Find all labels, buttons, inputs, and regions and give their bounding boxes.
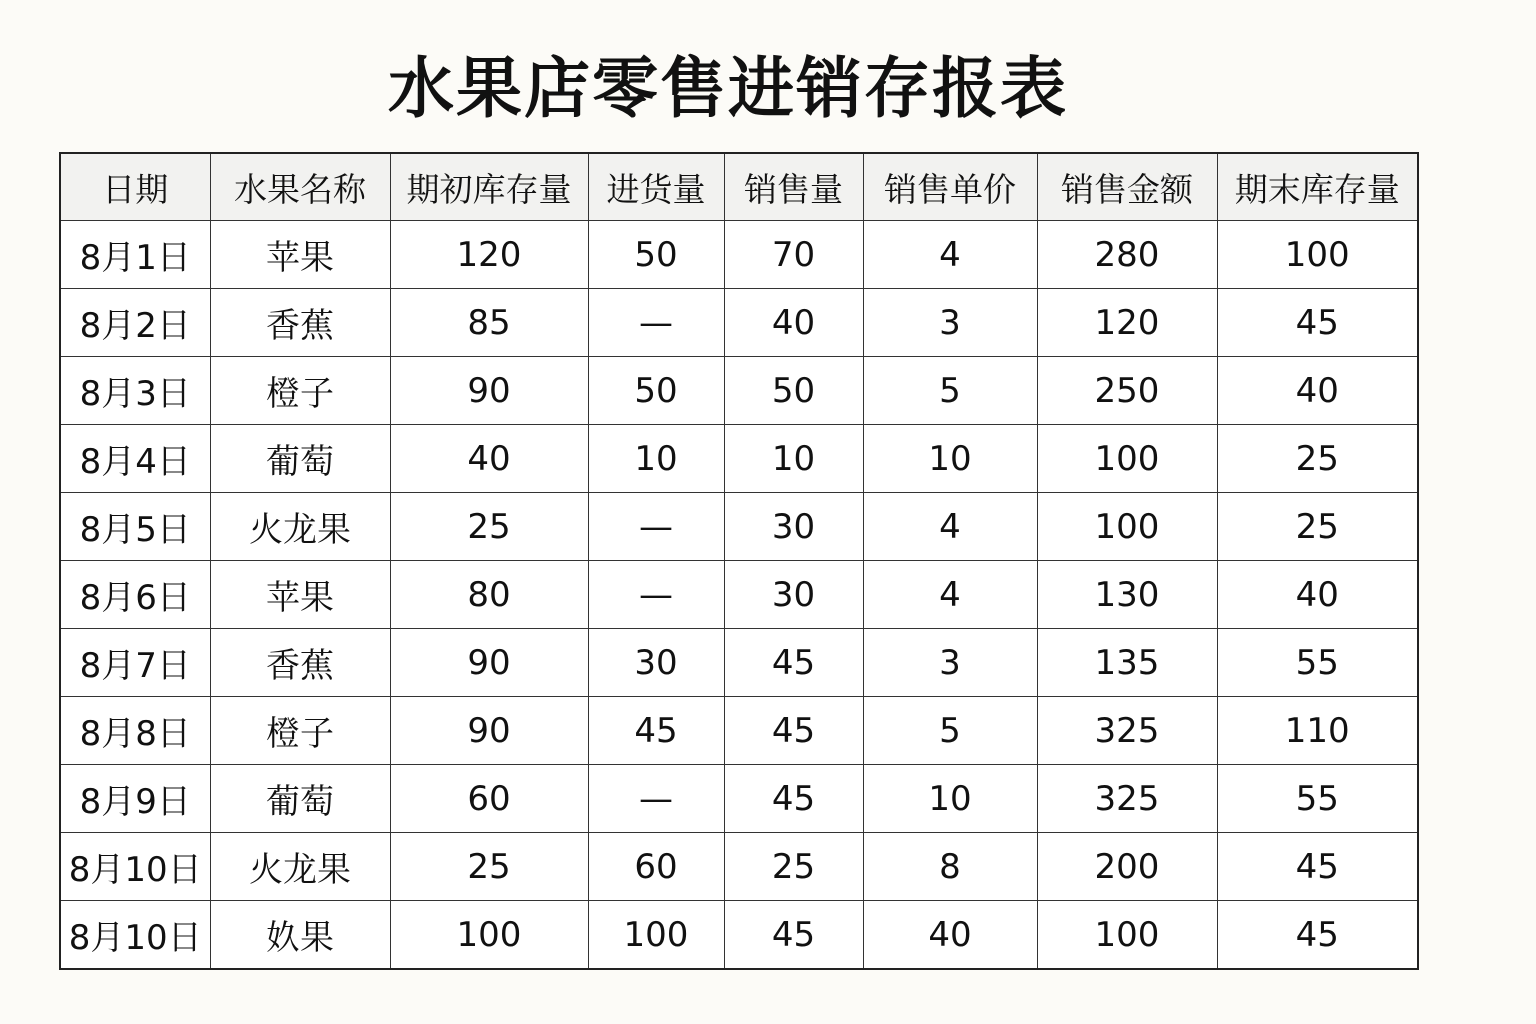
cell-unit-price: 3 xyxy=(863,629,1037,697)
cell-date: 8月4日 xyxy=(60,425,210,493)
cell-opening-stock: 25 xyxy=(390,833,588,901)
cell-closing-stock: 110 xyxy=(1217,697,1418,765)
cell-fruit-name: 橙子 xyxy=(210,357,390,425)
cell-opening-stock: 80 xyxy=(390,561,588,629)
cell-fruit-name: 香蕉 xyxy=(210,289,390,357)
cell-fruit-name: 橙子 xyxy=(210,697,390,765)
cell-sales-qty: 70 xyxy=(724,221,863,289)
cell-opening-stock: 85 xyxy=(390,289,588,357)
cell-sales-qty: 10 xyxy=(724,425,863,493)
cell-sales-amount: 325 xyxy=(1037,697,1217,765)
cell-sales-amount: 250 xyxy=(1037,357,1217,425)
cell-closing-stock: 45 xyxy=(1217,289,1418,357)
cell-unit-price: 4 xyxy=(863,561,1037,629)
header-fruit-name: 水果名称 xyxy=(210,153,390,221)
header-closing-stock: 期末库存量 xyxy=(1217,153,1418,221)
table-row xyxy=(60,833,1418,901)
cell-opening-stock: 40 xyxy=(390,425,588,493)
table-row xyxy=(60,425,1418,493)
inventory-table xyxy=(59,152,1419,970)
table-header xyxy=(60,153,1418,221)
cell-closing-stock: 25 xyxy=(1217,493,1418,561)
header-opening-stock: 期初库存量 xyxy=(390,153,588,221)
cell-sales-qty: 45 xyxy=(724,765,863,833)
cell-fruit-name: 苹果 xyxy=(210,221,390,289)
cell-date: 8月2日 xyxy=(60,289,210,357)
header-row xyxy=(60,153,1418,221)
cell-purchase-qty: 10 xyxy=(588,425,724,493)
cell-unit-price: 10 xyxy=(863,425,1037,493)
cell-date: 8月3日 xyxy=(60,357,210,425)
cell-purchase-qty: 30 xyxy=(588,629,724,697)
cell-date: 8月7日 xyxy=(60,629,210,697)
cell-closing-stock: 40 xyxy=(1217,357,1418,425)
table-body xyxy=(60,221,1418,970)
cell-closing-stock: 40 xyxy=(1217,561,1418,629)
cell-fruit-name: 香蕉 xyxy=(210,629,390,697)
header-sales-qty: 销售量 xyxy=(724,153,863,221)
cell-purchase-qty: 50 xyxy=(588,221,724,289)
cell-closing-stock: 55 xyxy=(1217,765,1418,833)
cell-sales-amount: 100 xyxy=(1037,493,1217,561)
cell-purchase-qty: — xyxy=(588,289,724,357)
cell-unit-price: 5 xyxy=(863,697,1037,765)
cell-unit-price: 4 xyxy=(863,221,1037,289)
cell-fruit-name: 苹果 xyxy=(210,561,390,629)
cell-fruit-name: 葡萄 xyxy=(210,425,390,493)
cell-fruit-name: 火龙果 xyxy=(210,493,390,561)
header-unit-price: 销售单价 xyxy=(863,153,1037,221)
cell-unit-price: 10 xyxy=(863,765,1037,833)
cell-sales-amount: 280 xyxy=(1037,221,1217,289)
cell-opening-stock: 25 xyxy=(390,493,588,561)
table-row xyxy=(60,697,1418,765)
header-purchase-qty: 进货量 xyxy=(588,153,724,221)
cell-sales-qty: 45 xyxy=(724,901,863,970)
cell-sales-amount: 100 xyxy=(1037,425,1217,493)
cell-date: 8月1日 xyxy=(60,221,210,289)
cell-date: 8月10日 xyxy=(60,901,210,970)
cell-unit-price: 5 xyxy=(863,357,1037,425)
cell-fruit-name: 火龙果 xyxy=(210,833,390,901)
table-row xyxy=(60,221,1418,289)
table-row xyxy=(60,901,1418,970)
cell-opening-stock: 60 xyxy=(390,765,588,833)
cell-fruit-name: 葡萄 xyxy=(210,765,390,833)
cell-purchase-qty: 45 xyxy=(588,697,724,765)
cell-closing-stock: 25 xyxy=(1217,425,1418,493)
cell-date: 8月6日 xyxy=(60,561,210,629)
cell-sales-qty: 30 xyxy=(724,493,863,561)
table-row xyxy=(60,765,1418,833)
cell-closing-stock: 100 xyxy=(1217,221,1418,289)
cell-sales-qty: 45 xyxy=(724,697,863,765)
table-row xyxy=(60,493,1418,561)
cell-closing-stock: 45 xyxy=(1217,833,1418,901)
cell-purchase-qty: 60 xyxy=(588,833,724,901)
table-row xyxy=(60,289,1418,357)
table-row xyxy=(60,357,1418,425)
cell-opening-stock: 90 xyxy=(390,357,588,425)
cell-unit-price: 3 xyxy=(863,289,1037,357)
cell-sales-qty: 30 xyxy=(724,561,863,629)
cell-date: 8月10日 xyxy=(60,833,210,901)
cell-unit-price: 40 xyxy=(863,901,1037,970)
cell-sales-amount: 120 xyxy=(1037,289,1217,357)
cell-opening-stock: 100 xyxy=(390,901,588,970)
cell-purchase-qty: — xyxy=(588,493,724,561)
report-title: 水果店零售进销存报表 xyxy=(388,50,1068,127)
cell-closing-stock: 55 xyxy=(1217,629,1418,697)
cell-purchase-qty: 50 xyxy=(588,357,724,425)
cell-purchase-qty: — xyxy=(588,765,724,833)
cell-purchase-qty: — xyxy=(588,561,724,629)
cell-sales-qty: 50 xyxy=(724,357,863,425)
cell-unit-price: 8 xyxy=(863,833,1037,901)
cell-sales-amount: 100 xyxy=(1037,901,1217,970)
cell-sales-amount: 135 xyxy=(1037,629,1217,697)
header-date: 日期 xyxy=(60,153,210,221)
header-sales-amount: 销售金额 xyxy=(1037,153,1217,221)
cell-fruit-name: 奺果 xyxy=(210,901,390,970)
cell-unit-price: 4 xyxy=(863,493,1037,561)
cell-sales-amount: 130 xyxy=(1037,561,1217,629)
cell-date: 8月9日 xyxy=(60,765,210,833)
cell-sales-amount: 200 xyxy=(1037,833,1217,901)
cell-closing-stock: 45 xyxy=(1217,901,1418,970)
table-row xyxy=(60,561,1418,629)
cell-opening-stock: 90 xyxy=(390,629,588,697)
cell-sales-qty: 25 xyxy=(724,833,863,901)
cell-sales-qty: 40 xyxy=(724,289,863,357)
cell-date: 8月5日 xyxy=(60,493,210,561)
cell-purchase-qty: 100 xyxy=(588,901,724,970)
cell-date: 8月8日 xyxy=(60,697,210,765)
table-row xyxy=(60,629,1418,697)
cell-sales-amount: 325 xyxy=(1037,765,1217,833)
cell-opening-stock: 90 xyxy=(390,697,588,765)
cell-opening-stock: 120 xyxy=(390,221,588,289)
cell-sales-qty: 45 xyxy=(724,629,863,697)
